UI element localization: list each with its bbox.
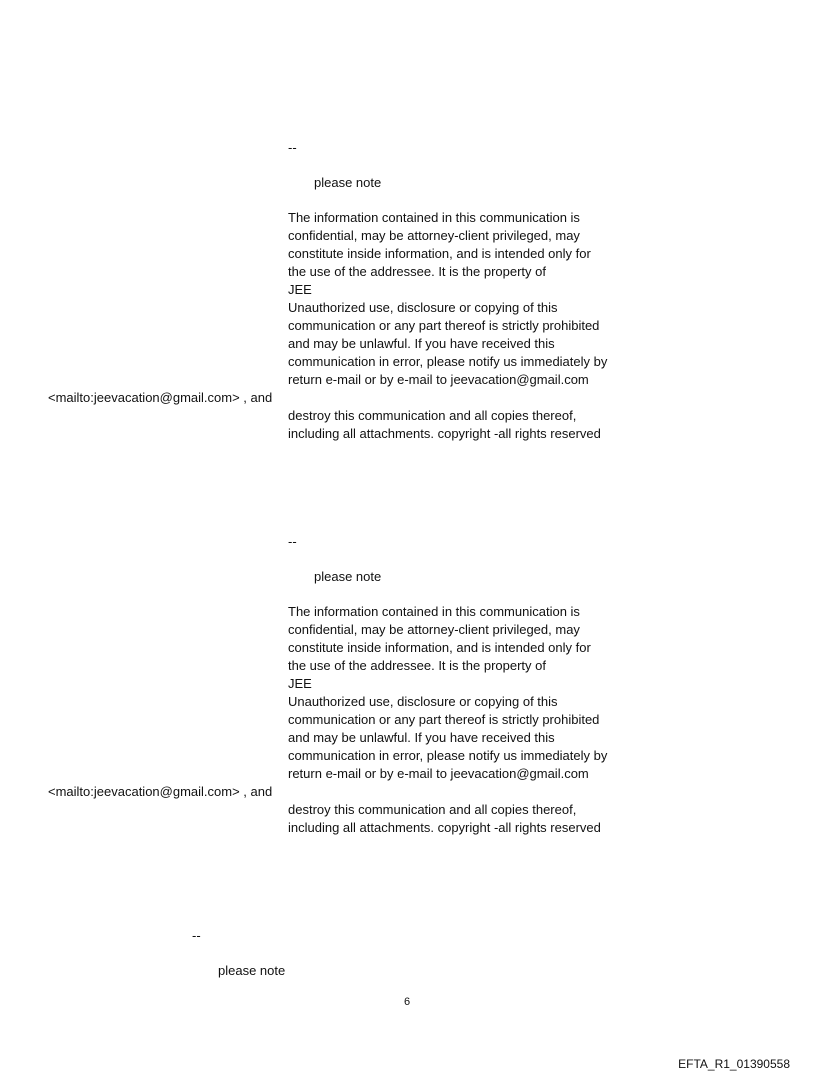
disclaimer-line: communication in error, please notify us immediately by bbox=[288, 354, 608, 369]
disclaimer-line: JEE bbox=[288, 282, 312, 297]
closing-line: including all attachments. copyright -all rights reserved bbox=[288, 426, 601, 441]
disclaimer-line: communication or any part thereof is strictly prohibited bbox=[288, 712, 600, 727]
separator-dashes: -- bbox=[288, 140, 297, 155]
disclaimer-line: confidential, may be attorney-client privileged, may bbox=[288, 622, 580, 637]
disclaimer-line: confidential, may be attorney-client privileged, may bbox=[288, 228, 580, 243]
disclaimer-line: Unauthorized use, disclosure or copying of this bbox=[288, 694, 558, 709]
closing-line: destroy this communication and all copies thereof, bbox=[288, 408, 577, 423]
disclaimer-line: and may be unlawful. If you have received this bbox=[288, 336, 555, 351]
separator-dashes: -- bbox=[192, 928, 201, 943]
disclaimer-line: JEE bbox=[288, 676, 312, 691]
disclaimer-line: the use of the addressee. It is the property of bbox=[288, 264, 546, 279]
disclaimer-line: The information contained in this communication is bbox=[288, 604, 580, 619]
disclaimer-paragraph bbox=[288, 603, 607, 783]
closing-line: including all attachments. copyright -all rights reserved bbox=[288, 820, 601, 835]
disclaimer-line: the use of the addressee. It is the property of bbox=[288, 658, 546, 673]
closing-paragraph bbox=[288, 801, 601, 837]
disclaimer-line: communication or any part thereof is strictly prohibited bbox=[288, 318, 600, 333]
mailto-link-text: <mailto:jeevacation@gmail.com> , and bbox=[48, 784, 273, 799]
disclaimer-line: and may be unlawful. If you have received this bbox=[288, 730, 555, 745]
closing-paragraph bbox=[288, 407, 601, 443]
disclaimer-line: constitute inside information, and is intended only for bbox=[288, 640, 591, 655]
separator-dashes: -- bbox=[288, 534, 297, 549]
closing-line: destroy this communication and all copies thereof, bbox=[288, 802, 577, 817]
page-number: 6 bbox=[404, 996, 411, 1008]
mailto-link-text: <mailto:jeevacation@gmail.com> , and bbox=[48, 390, 273, 405]
disclaimer-line: constitute inside information, and is intended only for bbox=[288, 246, 591, 261]
document-id: EFTA_R1_01390558 bbox=[678, 1057, 790, 1071]
disclaimer-line: return e-mail or by e-mail to jeevacation@gmail.com bbox=[288, 766, 589, 781]
please-note-heading: please note bbox=[314, 569, 382, 584]
please-note-heading: please note bbox=[314, 175, 382, 190]
disclaimer-line: The information contained in this communication is bbox=[288, 210, 580, 225]
disclaimer-line: Unauthorized use, disclosure or copying of this bbox=[288, 300, 558, 315]
disclaimer-line: communication in error, please notify us immediately by bbox=[288, 748, 608, 763]
please-note-heading: please note bbox=[218, 963, 286, 978]
disclaimer-paragraph bbox=[288, 209, 607, 389]
disclaimer-line: return e-mail or by e-mail to jeevacation@gmail.com bbox=[288, 372, 589, 387]
